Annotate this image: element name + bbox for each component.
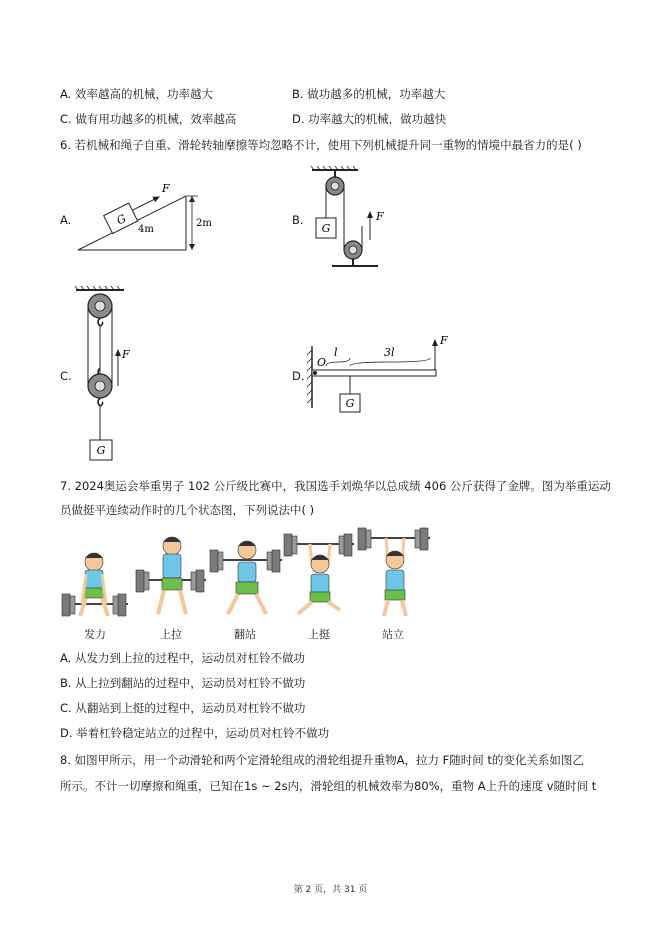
q8-line-1: 8. 如图甲所示，用一个动滑轮和两个定滑轮组成的滑轮组提升重物A，拉力 F随时间 t的变化关系如图乙 [60,753,584,767]
q6-option-b-label: B. [292,213,304,227]
force-f-label: F [376,210,384,223]
q6-option-a-label: A. [60,213,72,227]
q6-option-c-label: C. [60,369,72,383]
stage-1-figure [62,553,128,616]
stage-label-2: 上拉 [160,628,182,641]
force-f-label: F [122,348,130,361]
force-f-label: F [162,182,170,195]
q8-line-2: 所示。不计一切摩擦和绳重，已知在1s ~ 2s内，滑轮组的机械效率为80%，重物 A上升的速度 v随时间 t [60,779,597,793]
q7-option-b: B. 从上拉到翻站的过程中，运动员对杠铃不做功 [60,676,306,690]
stage-label-5: 站立 [382,628,404,641]
q6-stem: 6. 若机械和绳子自重、滑轮转轴摩擦等均忽略不计，使用下列机械提升同一重物的情境中最省力的是( ) [60,138,582,152]
block-g-label: G [96,444,106,457]
q7-option-a: A. 从发力到上拉的过程中，运动员对杠铃不做功 [60,651,305,665]
q5-option-b: B. 做功越多的机械，功率越大 [292,87,446,101]
block-g-label: G [114,211,129,228]
q7-stem-line-1: 7. 2024奥运会举重男子 102 公斤级比赛中，我国选手刘焕华以总成绩 406 公斤获得了金牌。图为举重运动 [60,479,611,493]
incline-figure [74,176,224,256]
q7-option-c: C. 从翻站到上挺的过程中，运动员对杠铃不做功 [60,701,306,715]
q7-stem-line-2: 员做挺平连续动作时的几个状态图，下列说法中( ) [60,503,315,517]
stage-4-figure [284,534,354,614]
q7-option-d: D. 举着杠铃稳定站立的过程中，运动员对杠铃不做功 [60,726,330,740]
stage-label-1: 发力 [84,628,106,641]
lever-bar [312,370,436,376]
q5-option-d: D. 功率越大的机械，做功越快 [292,112,447,126]
long-arm-label: 3l [384,346,395,359]
short-arm-label: l [334,346,338,359]
stage-label-3: 翻站 [234,628,256,641]
slope-length-label: 4m [138,224,154,235]
stage-2-figure [136,537,206,614]
height-label: 2m [196,218,212,229]
stage-3-figure [210,541,282,614]
force-f-label: F [440,334,448,347]
lever-figure [304,326,464,422]
pulley-block-figure [72,284,152,464]
block-g-label: G [321,222,331,235]
movable-pulley-figure [306,166,416,276]
stage-5-figure [358,528,430,616]
q5-option-c: C. 做有用功越多的机械，效率越高 [60,112,237,126]
pivot-o-label: O [317,356,327,369]
q5-option-a: A. 效率越高的机械，功率越大 [60,87,213,101]
page-footer: 第 2 页，共 31 页 [293,885,368,895]
block-g-label: G [345,397,355,410]
stage-label-4: 上挺 [308,628,330,641]
q6-option-d-label: D. [292,369,305,383]
